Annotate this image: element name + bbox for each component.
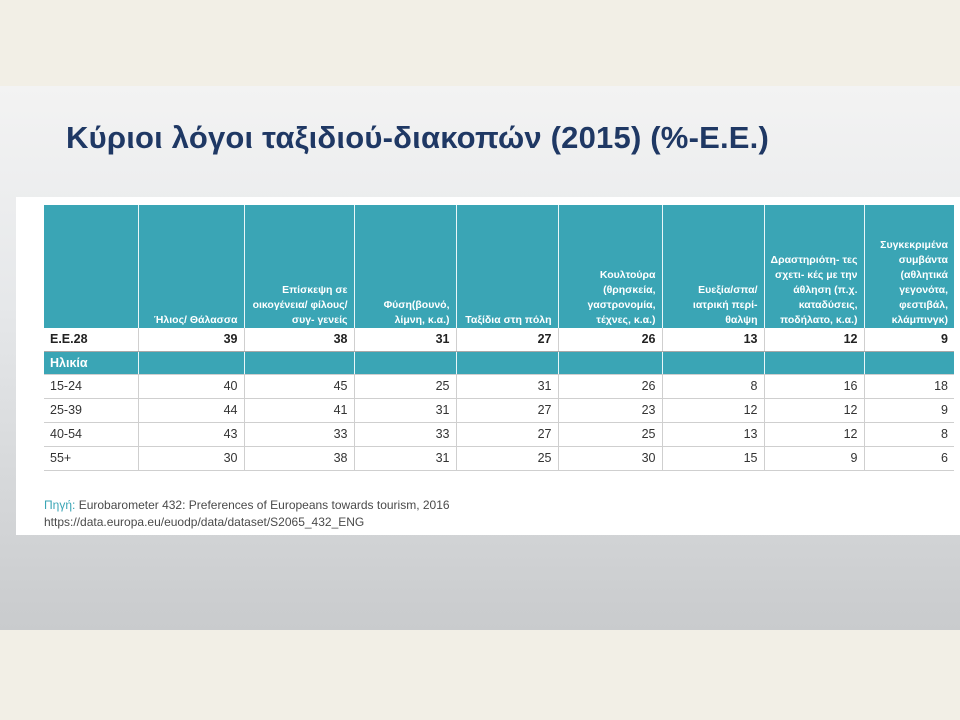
table-cell: 44 bbox=[138, 398, 244, 422]
table-cell: 6 bbox=[864, 446, 954, 470]
source-note bbox=[44, 497, 450, 531]
header-nature: Φύση(βουνό, λίμνη, κ.α.) bbox=[354, 205, 456, 328]
table-cell: 31 bbox=[354, 328, 456, 351]
source-label: Πηγή: bbox=[44, 498, 76, 512]
table-cell: 33 bbox=[354, 422, 456, 446]
table-cell: 16 bbox=[764, 374, 864, 398]
row-label: 40-54 bbox=[44, 422, 138, 446]
table-cell bbox=[138, 351, 244, 374]
table-cell bbox=[864, 351, 954, 374]
header-corner bbox=[44, 205, 138, 328]
table-cell: 12 bbox=[764, 398, 864, 422]
group-label: Ηλικία bbox=[44, 351, 138, 374]
table-cell: 27 bbox=[456, 398, 558, 422]
row-label: E.E.28 bbox=[44, 328, 138, 351]
row-label: 55+ bbox=[44, 446, 138, 470]
table-cell: 26 bbox=[558, 328, 662, 351]
table-cell: 41 bbox=[244, 398, 354, 422]
table-row-eu28 bbox=[44, 328, 954, 351]
header-events: Συγκεκριμένα συμβάντα (αθλητικά γεγονότα, φεστιβάλ, κλάμπινγκ) bbox=[864, 205, 954, 328]
row-label: 15-24 bbox=[44, 374, 138, 398]
table-cell: 31 bbox=[354, 398, 456, 422]
table-row bbox=[44, 374, 954, 398]
header-sun-sea: Ήλιος/ Θάλασσα bbox=[138, 205, 244, 328]
table-cell: 13 bbox=[662, 328, 764, 351]
table-cell bbox=[456, 351, 558, 374]
table-cell: 40 bbox=[138, 374, 244, 398]
header-sports: Δραστηριότη- τες σχετι- κές με την άθληση (π.χ. καταδύσεις, ποδήλατο, κ.α.) bbox=[764, 205, 864, 328]
travel-reasons-table bbox=[44, 205, 954, 471]
source-text: Eurobarometer 432: Preferences of Europeans towards tourism, 2016 bbox=[78, 498, 450, 512]
table-cell bbox=[354, 351, 456, 374]
table-cell: 38 bbox=[244, 446, 354, 470]
table-cell: 13 bbox=[662, 422, 764, 446]
table-row bbox=[44, 446, 954, 470]
table-cell: 30 bbox=[558, 446, 662, 470]
table-cell: 23 bbox=[558, 398, 662, 422]
header-family-visit: Επίσκεψη σε οικογένεια/ φίλους/συγ- γενείς bbox=[244, 205, 354, 328]
header-wellness: Ευεξία/σπα/ ιατρική περί- θαλψη bbox=[662, 205, 764, 328]
table-cell: 27 bbox=[456, 328, 558, 351]
table-cell: 39 bbox=[138, 328, 244, 351]
table-cell: 8 bbox=[864, 422, 954, 446]
table-cell: 9 bbox=[864, 328, 954, 351]
table-cell bbox=[662, 351, 764, 374]
table-cell: 30 bbox=[138, 446, 244, 470]
table-cell: 25 bbox=[354, 374, 456, 398]
source-line bbox=[44, 497, 450, 514]
table-cell: 25 bbox=[558, 422, 662, 446]
table-cell: 18 bbox=[864, 374, 954, 398]
source-url: https://data.europa.eu/euodp/data/dataset/S2065_432_ENG bbox=[44, 515, 365, 529]
table-cell: 12 bbox=[662, 398, 764, 422]
table-cell bbox=[244, 351, 354, 374]
table-cell: 45 bbox=[244, 374, 354, 398]
table-group-row-age bbox=[44, 351, 954, 374]
table-panel bbox=[16, 197, 960, 535]
table-cell bbox=[558, 351, 662, 374]
table-cell: 31 bbox=[354, 446, 456, 470]
table-cell: 26 bbox=[558, 374, 662, 398]
row-label: 25-39 bbox=[44, 398, 138, 422]
table-cell bbox=[764, 351, 864, 374]
table-row bbox=[44, 398, 954, 422]
table-cell: 31 bbox=[456, 374, 558, 398]
header-city-trips: Ταξίδια στη πόλη bbox=[456, 205, 558, 328]
table-cell: 8 bbox=[662, 374, 764, 398]
header-culture: Κουλτούρα (θρησκεία, γαστρονομία, τέχνες, κ.α.) bbox=[558, 205, 662, 328]
table-cell: 15 bbox=[662, 446, 764, 470]
table-cell: 12 bbox=[764, 422, 864, 446]
table-header-row bbox=[44, 205, 954, 328]
table-row bbox=[44, 422, 954, 446]
table-cell: 12 bbox=[764, 328, 864, 351]
table-cell: 25 bbox=[456, 446, 558, 470]
slide-title: Κύριοι λόγοι ταξιδιού-διακοπών (2015) (%-Ε.Ε.) bbox=[66, 120, 769, 155]
table-cell: 9 bbox=[764, 446, 864, 470]
table-cell: 43 bbox=[138, 422, 244, 446]
table-cell: 9 bbox=[864, 398, 954, 422]
table-cell: 33 bbox=[244, 422, 354, 446]
table-cell: 38 bbox=[244, 328, 354, 351]
table-cell: 27 bbox=[456, 422, 558, 446]
